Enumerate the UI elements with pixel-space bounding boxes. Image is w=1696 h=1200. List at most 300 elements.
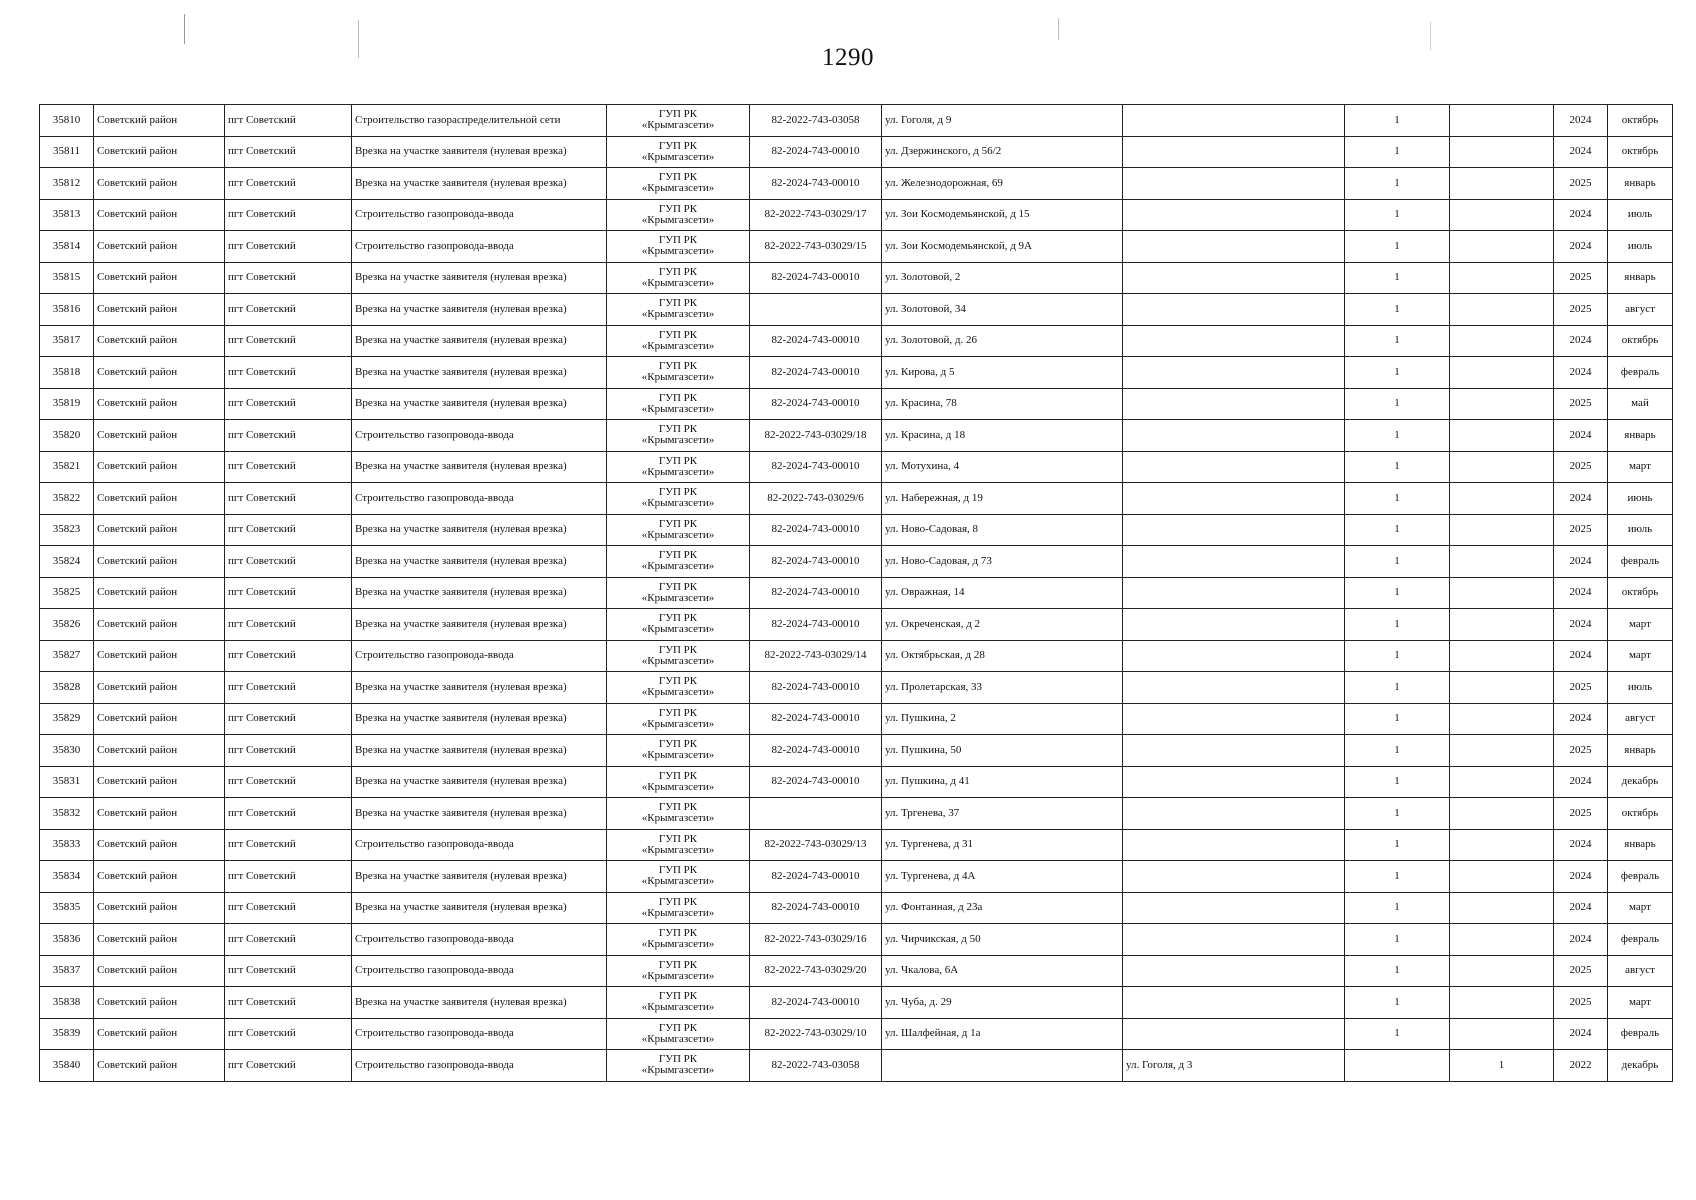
address-cell: ул. Золотовой, 34 [882,294,1123,326]
organization-cell [607,168,750,200]
district-cell: Советский район [94,357,225,389]
organization-cell [607,703,750,735]
row-number: 35839 [40,1018,94,1050]
organization-name: ГУП РК [658,108,698,121]
month-cell: август [1608,955,1673,987]
settlement-cell: пгт Советский [225,577,352,609]
quantity-cell: 1 [1345,924,1450,956]
organization-name: ГУП РК [658,895,698,908]
settlement-cell: пгт Советский [225,546,352,578]
extra-address-cell [1123,388,1345,420]
organization-cell [607,262,750,294]
quantity-extra-cell [1450,199,1554,231]
row-number: 35818 [40,357,94,389]
row-number: 35824 [40,546,94,578]
quantity-cell: 1 [1345,640,1450,672]
organization-cell [607,766,750,798]
table-body [40,105,1673,1082]
extra-address-cell [1123,168,1345,200]
organization-cell [607,1018,750,1050]
organization-brand: «Крымгазсети» [641,812,715,825]
extra-address-cell [1123,861,1345,893]
quantity-extra-cell [1450,1018,1554,1050]
district-cell: Советский район [94,924,225,956]
organization-cell [607,609,750,641]
table-row [40,546,1673,578]
organization-brand: «Крымгазсети» [641,182,715,195]
extra-address-cell [1123,577,1345,609]
month-cell: январь [1608,735,1673,767]
quantity-cell: 1 [1345,514,1450,546]
work-type-cell: Строительство газопровода-ввода [352,924,607,956]
organization-cell [607,420,750,452]
year-cell: 2024 [1554,231,1608,263]
table-row [40,136,1673,168]
district-cell: Советский район [94,703,225,735]
row-number: 35819 [40,388,94,420]
settlement-cell: пгт Советский [225,231,352,263]
row-number: 35834 [40,861,94,893]
organization-name: ГУП РК [658,328,698,341]
district-cell: Советский район [94,640,225,672]
project-code-cell: 82-2024-743-00010 [750,325,882,357]
settlement-cell: пгт Советский [225,105,352,137]
settlement-cell: пгт Советский [225,136,352,168]
row-number: 35823 [40,514,94,546]
month-cell: февраль [1608,1018,1673,1050]
organization-name: ГУП РК [658,454,698,467]
address-cell: ул. Пушкина, 2 [882,703,1123,735]
year-cell: 2024 [1554,892,1608,924]
organization-cell [607,325,750,357]
settlement-cell: пгт Советский [225,672,352,704]
organization-brand: «Крымгазсети» [641,969,715,982]
quantity-cell: 1 [1345,609,1450,641]
row-number: 35833 [40,829,94,861]
quantity-extra-cell [1450,231,1554,263]
district-cell: Советский район [94,672,225,704]
address-cell: ул. Дзержинского, д 56/2 [882,136,1123,168]
district-cell: Советский район [94,861,225,893]
organization-brand: «Крымгазсети» [641,402,715,415]
scan-speck [184,14,185,44]
address-cell: ул. Гоголя, д 9 [882,105,1123,137]
year-cell: 2025 [1554,168,1608,200]
extra-address-cell [1123,199,1345,231]
address-cell: ул. Фонтанная, д 23а [882,892,1123,924]
month-cell: март [1608,987,1673,1019]
organization-brand: «Крымгазсети» [641,1064,715,1077]
row-number: 35817 [40,325,94,357]
table-row [40,199,1673,231]
organization-name: ГУП РК [658,360,698,373]
month-cell: июль [1608,672,1673,704]
organization-name: ГУП РК [658,297,698,310]
project-code-cell: 82-2024-743-00010 [750,168,882,200]
work-type-cell: Врезка на участке заявителя (нулевая врезка) [352,766,607,798]
project-code-cell: 82-2024-743-00010 [750,388,882,420]
district-cell: Советский район [94,955,225,987]
extra-address-cell [1123,798,1345,830]
quantity-cell: 1 [1345,294,1450,326]
organization-name: ГУП РК [658,801,698,814]
quantity-extra-cell [1450,892,1554,924]
extra-address-cell [1123,672,1345,704]
extra-address-cell [1123,766,1345,798]
work-type-cell: Врезка на участке заявителя (нулевая врезка) [352,861,607,893]
district-cell: Советский район [94,231,225,263]
district-cell: Советский район [94,294,225,326]
quantity-cell: 1 [1345,577,1450,609]
quantity-extra-cell [1450,766,1554,798]
organization-brand: «Крымгазсети» [641,591,715,604]
table-row [40,357,1673,389]
year-cell: 2024 [1554,703,1608,735]
organization-name: ГУП РК [658,990,698,1003]
table-row [40,987,1673,1019]
year-cell: 2024 [1554,420,1608,452]
work-type-cell: Строительство газораспределительной сети [352,105,607,137]
organization-brand: «Крымгазсети» [641,150,715,163]
table-row [40,798,1673,830]
project-code-cell: 82-2022-743-03029/17 [750,199,882,231]
district-cell: Советский район [94,325,225,357]
month-cell: июль [1608,514,1673,546]
table-row [40,514,1673,546]
organization-brand: «Крымгазсети» [641,497,715,510]
row-number: 35825 [40,577,94,609]
settlement-cell: пгт Советский [225,703,352,735]
quantity-extra-cell [1450,546,1554,578]
settlement-cell: пгт Советский [225,168,352,200]
district-cell: Советский район [94,546,225,578]
quantity-cell: 1 [1345,672,1450,704]
organization-cell [607,577,750,609]
organization-cell [607,955,750,987]
extra-address-cell [1123,420,1345,452]
year-cell: 2024 [1554,325,1608,357]
extra-address-cell [1123,1018,1345,1050]
table-row [40,420,1673,452]
address-cell: ул. Золотовой, 2 [882,262,1123,294]
address-cell: ул. Золотовой, д. 26 [882,325,1123,357]
settlement-cell: пгт Советский [225,199,352,231]
project-code-cell: 82-2022-743-03029/6 [750,483,882,515]
organization-name: ГУП РК [658,1021,698,1034]
project-code-cell: 82-2022-743-03029/14 [750,640,882,672]
table-row [40,577,1673,609]
quantity-cell: 1 [1345,168,1450,200]
settlement-cell: пгт Советский [225,924,352,956]
address-cell: ул. Железнодорожная, 69 [882,168,1123,200]
year-cell: 2022 [1554,1050,1608,1082]
work-type-cell: Врезка на участке заявителя (нулевая врезка) [352,892,607,924]
organization-cell [607,798,750,830]
row-number: 35815 [40,262,94,294]
organization-name: ГУП РК [658,864,698,877]
month-cell: октябрь [1608,136,1673,168]
table-row [40,892,1673,924]
work-type-cell: Врезка на участке заявителя (нулевая врезка) [352,735,607,767]
address-cell: ул. Чуба, д. 29 [882,987,1123,1019]
quantity-cell: 1 [1345,1018,1450,1050]
month-cell: май [1608,388,1673,420]
table-row [40,483,1673,515]
quantity-extra-cell [1450,798,1554,830]
settlement-cell: пгт Советский [225,1018,352,1050]
organization-brand: «Крымгазсети» [641,245,715,258]
project-code-cell: 82-2024-743-00010 [750,672,882,704]
organization-cell [607,483,750,515]
extra-address-cell [1123,640,1345,672]
organization-brand: «Крымгазсети» [641,339,715,352]
address-cell: ул. Тургенева, д 31 [882,829,1123,861]
work-type-cell: Врезка на участке заявителя (нулевая врезка) [352,798,607,830]
organization-name: ГУП РК [658,706,698,719]
month-cell: октябрь [1608,325,1673,357]
quantity-extra-cell [1450,105,1554,137]
settlement-cell: пгт Советский [225,483,352,515]
settlement-cell: пгт Советский [225,987,352,1019]
year-cell: 2024 [1554,577,1608,609]
row-number: 35813 [40,199,94,231]
year-cell: 2024 [1554,136,1608,168]
work-type-cell: Врезка на участке заявителя (нулевая врезка) [352,262,607,294]
year-cell: 2025 [1554,672,1608,704]
organization-brand: «Крымгазсети» [641,528,715,541]
table-row [40,294,1673,326]
district-cell: Советский район [94,1050,225,1082]
project-code-cell: 82-2022-743-03058 [750,105,882,137]
month-cell: март [1608,892,1673,924]
extra-address-cell [1123,955,1345,987]
address-cell: ул. Зои Космодемьянской, д 15 [882,199,1123,231]
address-cell: ул. Пушкина, д 41 [882,766,1123,798]
organization-brand: «Крымгазсети» [641,560,715,573]
project-code-cell: 82-2024-743-00010 [750,703,882,735]
quantity-extra-cell [1450,577,1554,609]
district-cell: Советский район [94,577,225,609]
row-number: 35829 [40,703,94,735]
organization-cell [607,451,750,483]
month-cell: февраль [1608,861,1673,893]
month-cell: январь [1608,829,1673,861]
settlement-cell: пгт Советский [225,766,352,798]
quantity-extra-cell [1450,640,1554,672]
month-cell: март [1608,451,1673,483]
year-cell: 2024 [1554,924,1608,956]
work-type-cell: Врезка на участке заявителя (нулевая врезка) [352,388,607,420]
table-row [40,703,1673,735]
organization-name: ГУП РК [658,265,698,278]
quantity-cell: 1 [1345,105,1450,137]
settlement-cell: пгт Советский [225,955,352,987]
row-number: 35835 [40,892,94,924]
row-number: 35816 [40,294,94,326]
organization-brand: «Крымгазсети» [641,654,715,667]
district-cell: Советский район [94,420,225,452]
year-cell: 2025 [1554,798,1608,830]
address-cell: ул. Овражная, 14 [882,577,1123,609]
row-number: 35820 [40,420,94,452]
month-cell: август [1608,703,1673,735]
work-type-cell: Строительство газопровода-ввода [352,640,607,672]
project-code-cell: 82-2024-743-00010 [750,609,882,641]
work-type-cell: Врезка на участке заявителя (нулевая врезка) [352,514,607,546]
quantity-extra-cell [1450,325,1554,357]
address-cell: ул. Тургенева, д 4А [882,861,1123,893]
project-code-cell: 82-2024-743-00010 [750,987,882,1019]
year-cell: 2025 [1554,735,1608,767]
extra-address-cell [1123,546,1345,578]
work-type-cell: Врезка на участке заявителя (нулевая врезка) [352,577,607,609]
organization-cell [607,199,750,231]
quantity-cell: 1 [1345,703,1450,735]
organization-brand: «Крымгазсети» [641,1032,715,1045]
year-cell: 2024 [1554,1018,1608,1050]
organization-brand: «Крымгазсети» [641,434,715,447]
project-code-cell: 82-2024-743-00010 [750,861,882,893]
year-cell: 2025 [1554,514,1608,546]
project-code-cell: 82-2022-743-03029/20 [750,955,882,987]
quantity-extra-cell [1450,357,1554,389]
year-cell: 2025 [1554,388,1608,420]
work-type-cell: Строительство газопровода-ввода [352,829,607,861]
organization-name: ГУП РК [658,139,698,152]
project-code-cell: 82-2022-743-03029/15 [750,231,882,263]
quantity-extra-cell [1450,136,1554,168]
work-type-cell: Врезка на участке заявителя (нулевая врезка) [352,546,607,578]
organization-name: ГУП РК [658,486,698,499]
organization-cell [607,105,750,137]
table-row [40,451,1673,483]
quantity-cell: 1 [1345,766,1450,798]
settlement-cell: пгт Советский [225,514,352,546]
quantity-extra-cell [1450,924,1554,956]
month-cell: январь [1608,168,1673,200]
row-number: 35836 [40,924,94,956]
table-row [40,955,1673,987]
row-number: 35828 [40,672,94,704]
month-cell: август [1608,294,1673,326]
quantity-cell: 1 [1345,420,1450,452]
month-cell: июль [1608,231,1673,263]
page-number: 1290 [822,44,874,71]
organization-brand: «Крымгазсети» [641,749,715,762]
settlement-cell: пгт Советский [225,892,352,924]
organization-name: ГУП РК [658,202,698,215]
year-cell: 2024 [1554,199,1608,231]
scan-speck [1430,22,1431,50]
settlement-cell: пгт Советский [225,798,352,830]
row-number: 35830 [40,735,94,767]
organization-name: ГУП РК [658,612,698,625]
organization-brand: «Крымгазсети» [641,276,715,289]
quantity-cell: 1 [1345,451,1450,483]
project-code-cell: 82-2024-743-00010 [750,735,882,767]
quantity-extra-cell [1450,514,1554,546]
row-number: 35821 [40,451,94,483]
extra-address-cell [1123,735,1345,767]
work-type-cell: Строительство газопровода-ввода [352,231,607,263]
year-cell: 2024 [1554,357,1608,389]
address-cell: ул. Пролетарская, 33 [882,672,1123,704]
work-type-cell: Врезка на участке заявителя (нулевая врезка) [352,357,607,389]
month-cell: март [1608,609,1673,641]
project-code-cell: 82-2024-743-00010 [750,577,882,609]
organization-name: ГУП РК [658,1053,698,1066]
organization-cell [607,640,750,672]
district-cell: Советский район [94,388,225,420]
project-code-cell: 82-2022-743-03029/16 [750,924,882,956]
quantity-extra-cell [1450,451,1554,483]
year-cell: 2025 [1554,955,1608,987]
year-cell: 2024 [1554,640,1608,672]
quantity-cell: 1 [1345,231,1450,263]
scan-speck [1058,18,1059,40]
work-type-cell: Врезка на участке заявителя (нулевая врезка) [352,325,607,357]
organization-cell [607,388,750,420]
project-code-cell: 82-2024-743-00010 [750,514,882,546]
organization-name: ГУП РК [658,643,698,656]
district-cell: Советский район [94,105,225,137]
row-number: 35811 [40,136,94,168]
table-row [40,231,1673,263]
extra-address-cell [1123,924,1345,956]
settlement-cell: пгт Советский [225,1050,352,1082]
month-cell: декабрь [1608,1050,1673,1082]
settlement-cell: пгт Советский [225,735,352,767]
extra-address-cell [1123,892,1345,924]
extra-address-cell [1123,262,1345,294]
table-row [40,388,1673,420]
address-cell: ул. Красина, 78 [882,388,1123,420]
organization-cell [607,987,750,1019]
quantity-extra-cell [1450,829,1554,861]
extra-address-cell [1123,987,1345,1019]
year-cell: 2024 [1554,609,1608,641]
organization-brand: «Крымгазсети» [641,843,715,856]
year-cell: 2025 [1554,262,1608,294]
district-cell: Советский район [94,451,225,483]
work-type-cell: Врезка на участке заявителя (нулевая врезка) [352,609,607,641]
month-cell: июнь [1608,483,1673,515]
organization-cell [607,514,750,546]
extra-address-cell [1123,609,1345,641]
year-cell: 2024 [1554,105,1608,137]
address-cell: ул. Октябрьская, д 28 [882,640,1123,672]
extra-address-cell: ул. Гоголя, д 3 [1123,1050,1345,1082]
quantity-extra-cell [1450,420,1554,452]
project-code-cell: 82-2022-743-03058 [750,1050,882,1082]
project-code-cell: 82-2024-743-00010 [750,451,882,483]
settlement-cell: пгт Советский [225,325,352,357]
extra-address-cell [1123,357,1345,389]
settlement-cell: пгт Советский [225,388,352,420]
table-row [40,262,1673,294]
district-cell: Советский район [94,766,225,798]
organization-brand: «Крымгазсети» [641,686,715,699]
month-cell: декабрь [1608,766,1673,798]
district-cell: Советский район [94,892,225,924]
table-row [40,640,1673,672]
month-cell: март [1608,640,1673,672]
organization-brand: «Крымгазсети» [641,213,715,226]
extra-address-cell [1123,514,1345,546]
table-row [40,924,1673,956]
district-cell: Советский район [94,609,225,641]
month-cell: февраль [1608,924,1673,956]
